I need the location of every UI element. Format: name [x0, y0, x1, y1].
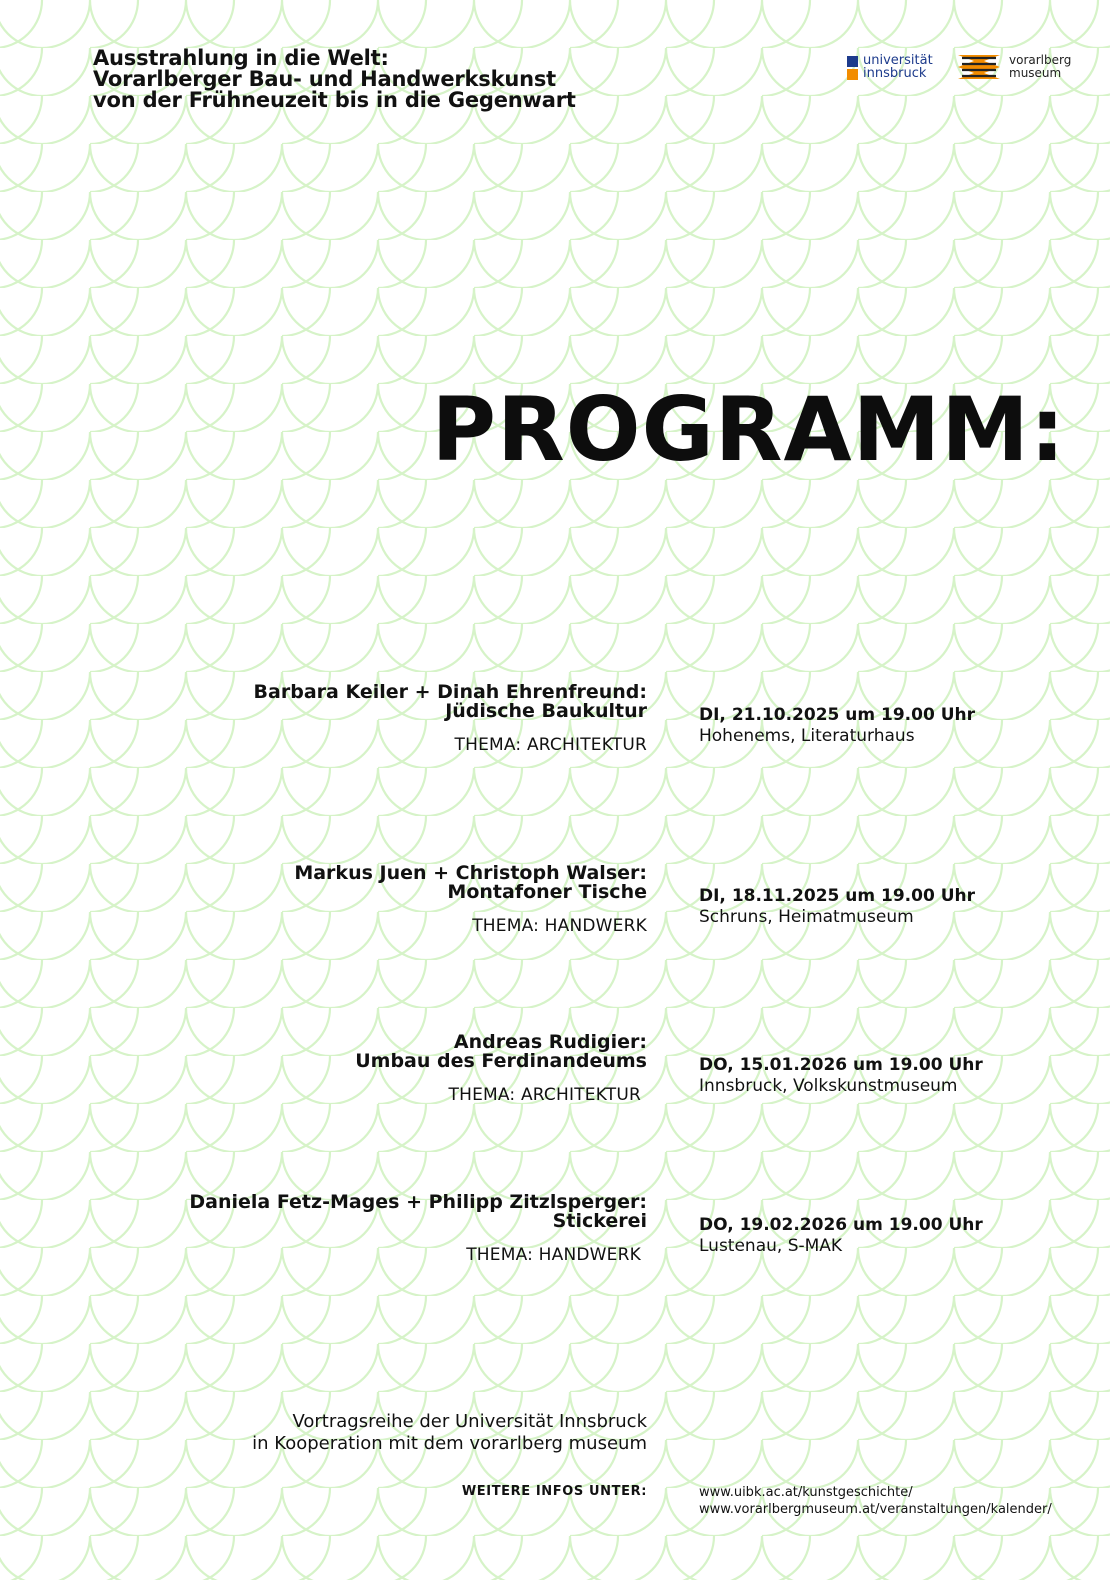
series-title-line: Ausstrahlung in die Welt:	[93, 46, 389, 70]
event-schedule	[699, 886, 975, 928]
event-theme: THEMA: HANDWERK	[472, 916, 647, 936]
museum-mark-icon	[956, 52, 1002, 82]
vorarlberg-museum-logo	[956, 52, 1072, 86]
event-theme: THEMA: HANDWERK	[466, 1245, 641, 1265]
link-vorarlbergmuseum[interactable]: www.vorarlbergmuseum.at/veranstaltungen/kalender/	[699, 1502, 1052, 1517]
footer-links	[699, 1484, 1052, 1518]
series-title-line: Vorarlberger Bau- und Handwerkskunst	[93, 67, 556, 91]
event-schedule	[699, 1055, 983, 1097]
event-title: Markus Juen + Christoph Walser: Montafoner Tische	[294, 862, 647, 903]
event-info	[294, 864, 647, 936]
event-place: Innsbruck, Volkskunstmuseum	[699, 1076, 958, 1096]
link-uibk[interactable]: www.uibk.ac.at/kunstgeschichte/	[699, 1485, 913, 1500]
event-info	[254, 683, 647, 755]
universitaet-innsbruck-logo	[847, 54, 947, 84]
event-date: DO, 19.02.2026 um 19.00 Uhr	[699, 1215, 983, 1235]
series-title	[93, 48, 576, 111]
event-date: DO, 15.01.2026 um 19.00 Uhr	[699, 1055, 983, 1075]
footer-description: Vortragsreihe der Universität Innsbruck in Kooperation mit dem vorarlberg museum	[252, 1411, 647, 1454]
event-title: Barbara Keiler + Dinah Ehrenfreund: Jüdische Baukultur	[253, 681, 647, 722]
event-theme: THEMA: ARCHITEKTUR	[448, 1085, 641, 1105]
university-logo-text: universität innsbruck	[863, 53, 933, 81]
event-place: Lustenau, S-MAK	[699, 1236, 843, 1256]
event-title: Andreas Rudigier: Umbau des Ferdinandeums	[355, 1031, 647, 1072]
more-info-label: WEITERE INFOS UNTER:	[461, 1484, 647, 1499]
event-schedule	[699, 705, 975, 747]
programm-heading: PROGRAMM:	[431, 378, 1066, 481]
event-place: Hohenems, Literaturhaus	[699, 726, 915, 746]
event-date: DI, 21.10.2025 um 19.00 Uhr	[699, 705, 975, 725]
event-info	[189, 1193, 647, 1265]
event-title: Daniela Fetz-Mages + Philipp Zitzlsperger: Stickerei	[189, 1191, 647, 1232]
event-theme: THEMA: ARCHITEKTUR	[454, 735, 647, 755]
event-schedule	[699, 1215, 983, 1257]
event-date: DI, 18.11.2025 um 19.00 Uhr	[699, 886, 975, 906]
event-place: Schruns, Heimatmuseum	[699, 907, 914, 927]
museum-logo-text: vorarlberg museum	[1009, 53, 1072, 80]
series-title-line: von der Frühneuzeit bis in die Gegenwart	[93, 88, 576, 112]
university-squares-icon	[847, 56, 858, 82]
event-info	[355, 1033, 647, 1105]
